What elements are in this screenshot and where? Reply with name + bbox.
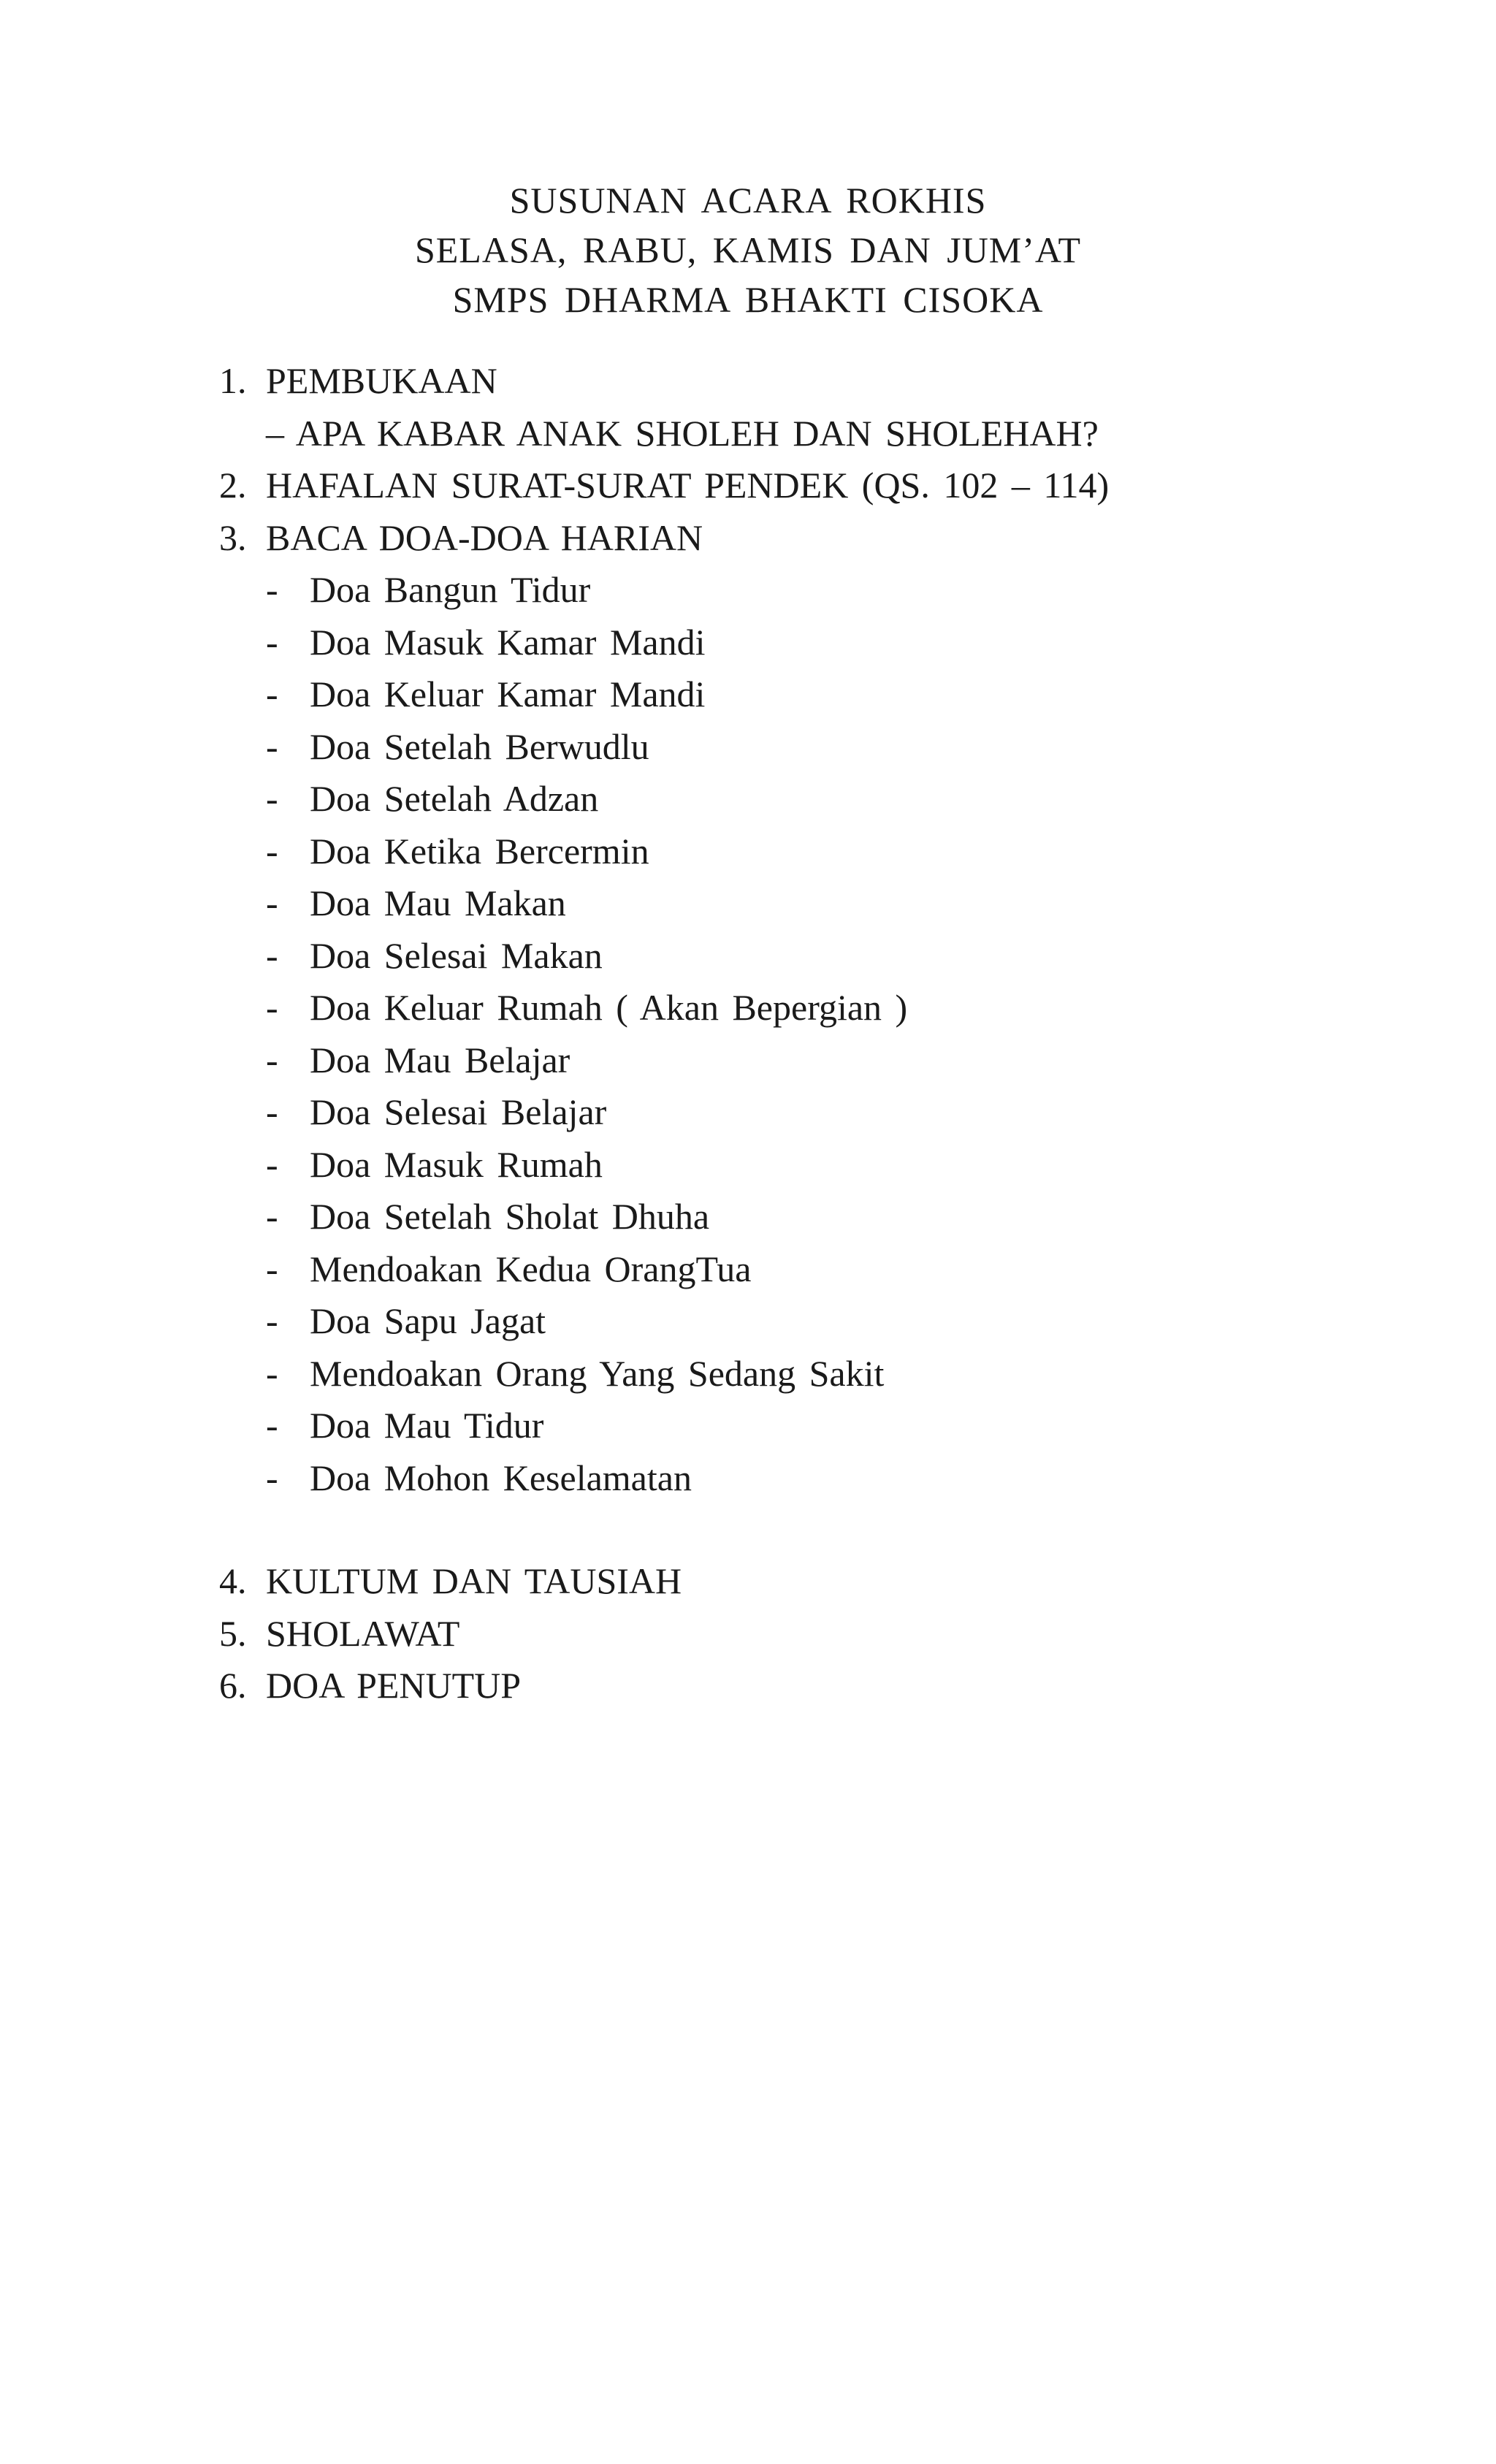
agenda-item-3: [219, 512, 1424, 565]
doa-list: [219, 564, 1424, 1504]
doa-list-item: [219, 1348, 1424, 1400]
doa-list-item-text: Doa Mau Makan: [310, 882, 566, 923]
bullet-dash: -: [266, 1457, 278, 1498]
agenda-item-6: [219, 1660, 1424, 1712]
doa-list-item-text: Mendoakan Orang Yang Sedang Sakit: [310, 1352, 885, 1394]
doa-list-item: [219, 1034, 1424, 1087]
doa-list-item-text: Doa Setelah Berwudlu: [310, 725, 649, 767]
doa-list-item: [219, 1139, 1424, 1191]
bullet-dash: -: [266, 1300, 278, 1341]
agenda-text: DOA PENUTUP: [266, 1665, 522, 1706]
doa-list-item-text: Doa Bangun Tidur: [310, 569, 591, 610]
bullet-dash: -: [266, 1196, 278, 1237]
agenda-text: BACA DOA-DOA HARIAN: [266, 516, 703, 558]
doa-list-item-text: Doa Setelah Adzan: [310, 778, 599, 819]
agenda-number: 5.: [219, 1612, 247, 1654]
bullet-dash: -: [266, 621, 278, 663]
agenda-text: HAFALAN SURAT-SURAT PENDEK (QS. 102 – 114): [266, 465, 1110, 506]
agenda-text: PEMBUKAAN: [266, 360, 497, 401]
doa-list-item: [219, 1243, 1424, 1296]
bullet-dash: -: [266, 1143, 278, 1185]
doa-list-item-text: Doa Mau Belajar: [310, 1039, 570, 1080]
spacer: [219, 1504, 1424, 1555]
doa-list-item: [219, 773, 1424, 825]
doa-list-item: [219, 877, 1424, 930]
agenda-number: 1.: [219, 360, 247, 401]
agenda-item-1: [219, 355, 1424, 408]
doa-list-item-text: Doa Keluar Kamar Mandi: [310, 674, 706, 714]
bullet-dash: -: [266, 934, 278, 976]
agenda-number: 2.: [219, 465, 247, 506]
agenda-item-1-sub: [219, 408, 1424, 460]
agenda-number: 4.: [219, 1560, 247, 1601]
bullet-dash: -: [266, 1248, 278, 1289]
bullet-dash: -: [266, 1039, 278, 1080]
doa-list-item: [219, 1452, 1424, 1505]
doa-list-item: [219, 1191, 1424, 1243]
doa-list-item: [219, 1086, 1424, 1139]
agenda-item-5: [219, 1608, 1424, 1660]
doa-list-item-text: Mendoakan Kedua OrangTua: [310, 1248, 752, 1289]
doa-list-item: [219, 825, 1424, 878]
bullet-dash: -: [266, 778, 278, 819]
doa-list-item-text: Doa Masuk Rumah: [310, 1143, 603, 1185]
doa-list-item-text: Doa Sapu Jagat: [310, 1300, 546, 1341]
header-title: SUSUNAN ACARA ROKHIS: [509, 180, 987, 221]
bullet-dash: -: [266, 1352, 278, 1394]
agenda-item-4: [219, 1555, 1424, 1608]
document-header: [0, 175, 1496, 324]
bullet-dash: -: [266, 882, 278, 923]
doa-list-item: [219, 1295, 1424, 1348]
agenda-number: 6.: [219, 1665, 247, 1706]
doa-list-item-text: Doa Selesai Makan: [310, 934, 603, 976]
agenda-list: [219, 355, 1424, 1712]
agenda-number: 3.: [219, 516, 247, 558]
doa-list-item: [219, 668, 1424, 721]
bullet-dash: -: [266, 569, 278, 610]
doa-list-item: [219, 1400, 1424, 1452]
doa-list-item: [219, 564, 1424, 617]
bullet-dash: -: [266, 1091, 278, 1132]
doa-list-item-text: Doa Setelah Sholat Dhuha: [310, 1196, 710, 1237]
doa-list-item-text: Doa Mohon Keselamatan: [310, 1457, 692, 1498]
agenda-text: SHOLAWAT: [266, 1612, 460, 1654]
header-school: SMPS DHARMA BHAKTI CISOKA: [452, 279, 1044, 320]
bullet-dash: -: [266, 1405, 278, 1446]
bullet-dash: -: [266, 830, 278, 871]
agenda-item-2: [219, 459, 1424, 512]
doa-list-item-text: Doa Mau Tidur: [310, 1405, 544, 1446]
doa-list-item-text: Doa Selesai Belajar: [310, 1091, 607, 1132]
doa-list-item-text: Doa Ketika Bercermin: [310, 830, 649, 871]
doa-list-item: [219, 721, 1424, 774]
doa-list-item: [219, 982, 1424, 1034]
doa-list-item: [219, 930, 1424, 983]
agenda-text: KULTUM DAN TAUSIAH: [266, 1560, 682, 1601]
doa-list-item-text: Doa Masuk Kamar Mandi: [310, 621, 706, 663]
bullet-dash: -: [266, 987, 278, 1028]
doa-list-item: [219, 617, 1424, 669]
bullet-dash: -: [266, 674, 278, 714]
bullet-dash: -: [266, 725, 278, 767]
header-days: SELASA, RABU, KAMIS DAN JUM’AT: [414, 229, 1082, 270]
agenda-subtext: – APA KABAR ANAK SHOLEH DAN SHOLEHAH?: [266, 412, 1099, 454]
doa-list-item-text: Doa Keluar Rumah ( Akan Bepergian ): [310, 987, 908, 1028]
